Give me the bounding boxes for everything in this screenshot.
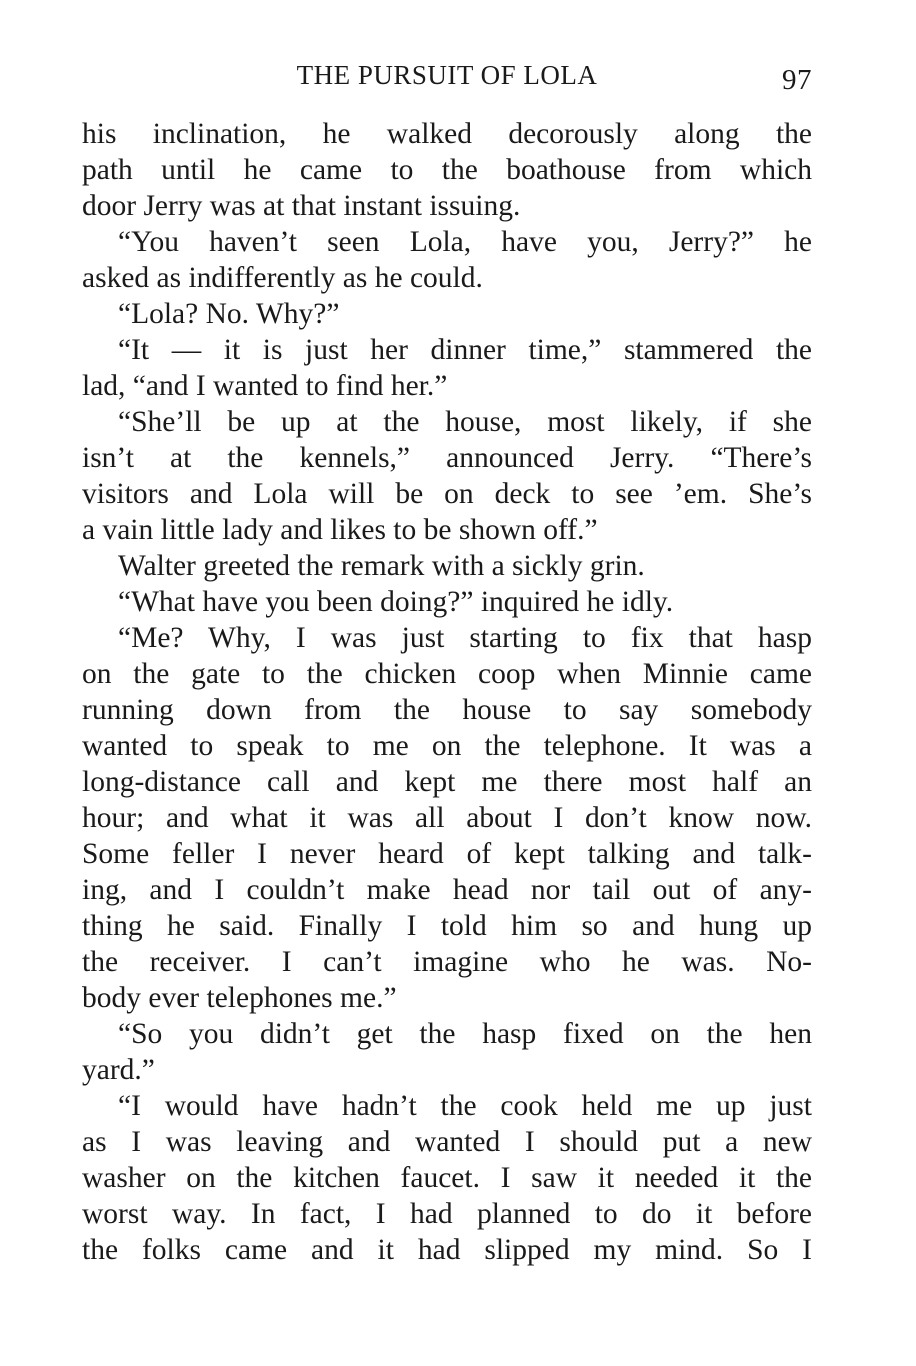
text-line: wanted to speak to me on the telephone. It was a	[82, 730, 812, 762]
text-line: path until he came to the boathouse from which	[82, 154, 812, 186]
text-line: on the gate to the chicken coop when Minnie came	[82, 658, 812, 690]
text-line: thing he said. Finally I told him so and hung up	[82, 910, 812, 942]
text-line: lad, “and I wanted to find her.”	[82, 370, 448, 402]
text-line: a vain little lady and likes to be shown off.”	[82, 514, 598, 546]
body-text	[82, 116, 812, 1268]
running-header	[82, 52, 812, 98]
text-line: long-distance call and kept me there most half an	[82, 766, 812, 798]
text-line: “It — it is just her dinner time,” stammered the	[118, 334, 812, 366]
text-line: Walter greeted the remark with a sickly grin.	[118, 550, 645, 582]
text-line: “So you didn’t get the hasp fixed on the hen	[118, 1018, 812, 1050]
text-line: “What have you been doing?” inquired he idly.	[118, 586, 674, 618]
text-line: as I was leaving and wanted I should put a new	[82, 1126, 812, 1158]
text-line: washer on the kitchen faucet. I saw it needed it the	[82, 1162, 812, 1194]
text-line: body ever telephones me.”	[82, 982, 397, 1014]
book-page	[82, 52, 812, 1282]
text-line: yard.”	[82, 1054, 155, 1086]
running-title: THE PURSUIT OF LOLA	[296, 60, 598, 90]
text-line: “Me? Why, I was just starting to fix that hasp	[118, 622, 812, 654]
text-line: worst way. In fact, I had planned to do it before	[82, 1198, 812, 1230]
text-line: Some feller I never heard of kept talking and talk-	[82, 838, 812, 870]
text-line: his inclination, he walked decorously along the	[82, 118, 812, 150]
text-line: the receiver. I can’t imagine who he was. No-	[82, 946, 812, 978]
text-line: “Lola? No. Why?”	[118, 298, 340, 330]
text-line: “You haven’t seen Lola, have you, Jerry?” he	[118, 226, 812, 258]
text-line: asked as indifferently as he could.	[82, 262, 483, 294]
text-line: door Jerry was at that instant issuing.	[82, 190, 521, 222]
page-number: 97	[782, 64, 812, 96]
text-line: isn’t at the kennels,” announced Jerry. “There’s	[82, 442, 812, 474]
text-line: hour; and what it was all about I don’t know now.	[82, 802, 812, 834]
text-line: ing, and I couldn’t make head nor tail out of any-	[82, 874, 812, 906]
text-line: “I would have hadn’t the cook held me up just	[118, 1090, 812, 1122]
text-line: the folks came and it had slipped my mind. So I	[82, 1234, 812, 1266]
text-line: “She’ll be up at the house, most likely, if she	[118, 406, 812, 438]
text-line: visitors and Lola will be on deck to see ’em. She’s	[82, 478, 812, 510]
text-line: running down from the house to say somebody	[82, 694, 812, 726]
